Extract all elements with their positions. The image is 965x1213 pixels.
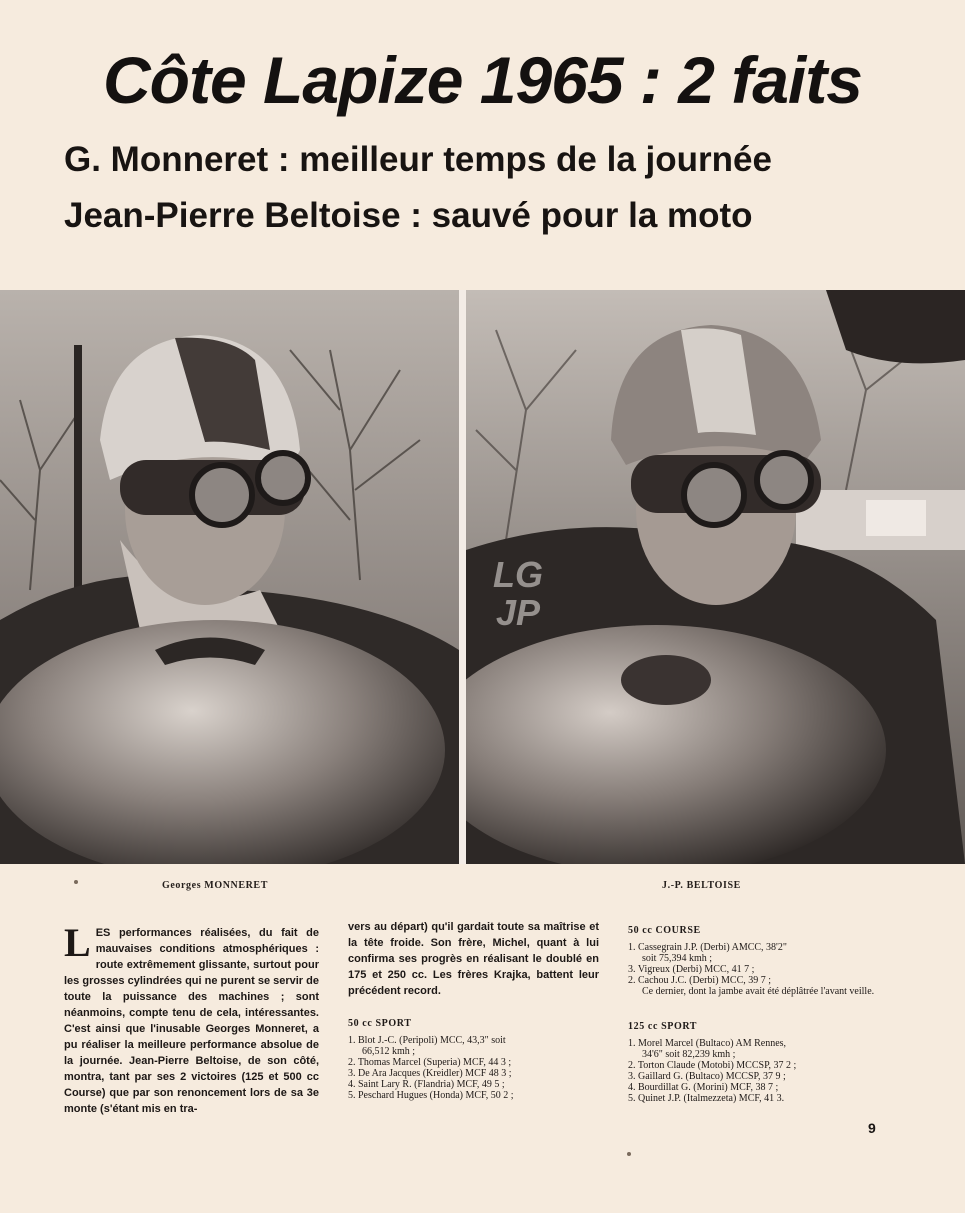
caption-beltoise: J.-P. BELTOISE	[662, 880, 741, 891]
result-entry: 2. Torton Claude (Motobi) MCCSP, 37 2 ;	[628, 1060, 797, 1071]
results-125cc-sport	[628, 1021, 888, 1104]
result-entry: 3. Gaillard G. (Bultaco) MCCSP, 37 9 ;	[628, 1071, 786, 1082]
results-heading: 50 cc SPORT	[348, 1018, 412, 1029]
result-entry: 3. De Ara Jacques (Kreidler) MCF 48 3 ;	[348, 1068, 512, 1079]
result-entry: 2. Cachou J.C. (Derbi) MCC, 39 7 ;	[628, 975, 772, 986]
results-list	[628, 1038, 888, 1104]
article-text-1: ES performances réalisées, du fait de mauvaises conditions atmosphériques : route extrêmement glissante, surtout pour les grosses cylindrées qui ne purent se servir de toute la puissance des machines ; sont néanmoins, compte tenu de cela, intéressantes. C'est ainsi que l'inusable Georges Monneret, a pu réaliser la meilleure performance absolue de la journée. Jean-Pierre Beltoise, de son côté, montra, tant par ses 2 victoires (125 et 500 cc Course) que par son renoncement lors de sa 3e monte (s'étant mis en tra-	[64, 927, 319, 1115]
result-entry: 5. Quinet J.P. (Italmezzeta) MCF, 41 3.	[628, 1093, 785, 1104]
results-list	[348, 1035, 603, 1101]
watermark-line-1: LG	[493, 554, 543, 595]
watermark-line-2: JP	[495, 592, 541, 633]
result-entry: 4. Bourdillat G. (Morini) MCF, 38 7 ;	[628, 1082, 779, 1093]
results-list	[628, 942, 883, 997]
result-entry: 2. Thomas Marcel (Superia) MCF, 44 3 ;	[348, 1057, 512, 1068]
results-50cc-course	[628, 925, 883, 997]
print-speck	[74, 880, 78, 884]
photo-gutter	[459, 290, 466, 864]
result-entry: 34'6" soit 82,239 kmh ;	[642, 1049, 736, 1060]
caption-monneret: Georges MONNERET	[162, 880, 268, 891]
article-title: Côte Lapize 1965 : 2 faits	[103, 43, 862, 117]
result-entry: 1. Blot J.-C. (Peripoli) MCC, 43,3" soit	[348, 1035, 506, 1046]
subtitle-beltoise: Jean-Pierre Beltoise : sauvé pour la moto	[64, 196, 753, 235]
result-entry: 4. Saint Lary R. (Flandria) MCF, 49 5 ;	[348, 1079, 505, 1090]
results-heading: 50 cc COURSE	[628, 925, 701, 936]
page-number: 9	[868, 1120, 876, 1136]
drop-cap: L	[64, 920, 91, 965]
results-50cc-sport	[348, 1018, 603, 1101]
results-heading: 125 cc SPORT	[628, 1021, 698, 1032]
print-speck	[627, 1152, 631, 1156]
watermark	[478, 556, 558, 632]
result-entry: 5. Peschard Hugues (Honda) MCF, 50 2 ;	[348, 1090, 514, 1101]
subtitle-monneret: G. Monneret : meilleur temps de la journée	[64, 140, 772, 179]
result-entry: 66,512 kmh ;	[362, 1046, 416, 1057]
result-entry: 1. Morel Marcel (Bultaco) AM Rennes,	[628, 1038, 787, 1049]
photo-monneret	[0, 290, 459, 864]
result-entry: 1. Cassegrain J.P. (Derbi) AMCC, 38'2"	[628, 942, 787, 953]
result-note: Ce dernier, dont la jambe avait été déplâtrée l'avant veille.	[642, 986, 875, 997]
result-entry: soit 75,394 kmh ;	[642, 953, 713, 964]
article-column-1	[64, 920, 319, 1117]
result-entry: 3. Vigreux (Derbi) MCC, 41 7 ;	[628, 964, 755, 975]
article-column-2: vers au départ) qu'il gardait toute sa maîtrise et la tête froide. Son frère, Michel, quant à lui confirma ses progrès en réalisant le doublé en 175 et 250 cc. Les frères Krajka, battent leur précédent record.	[348, 921, 599, 997]
